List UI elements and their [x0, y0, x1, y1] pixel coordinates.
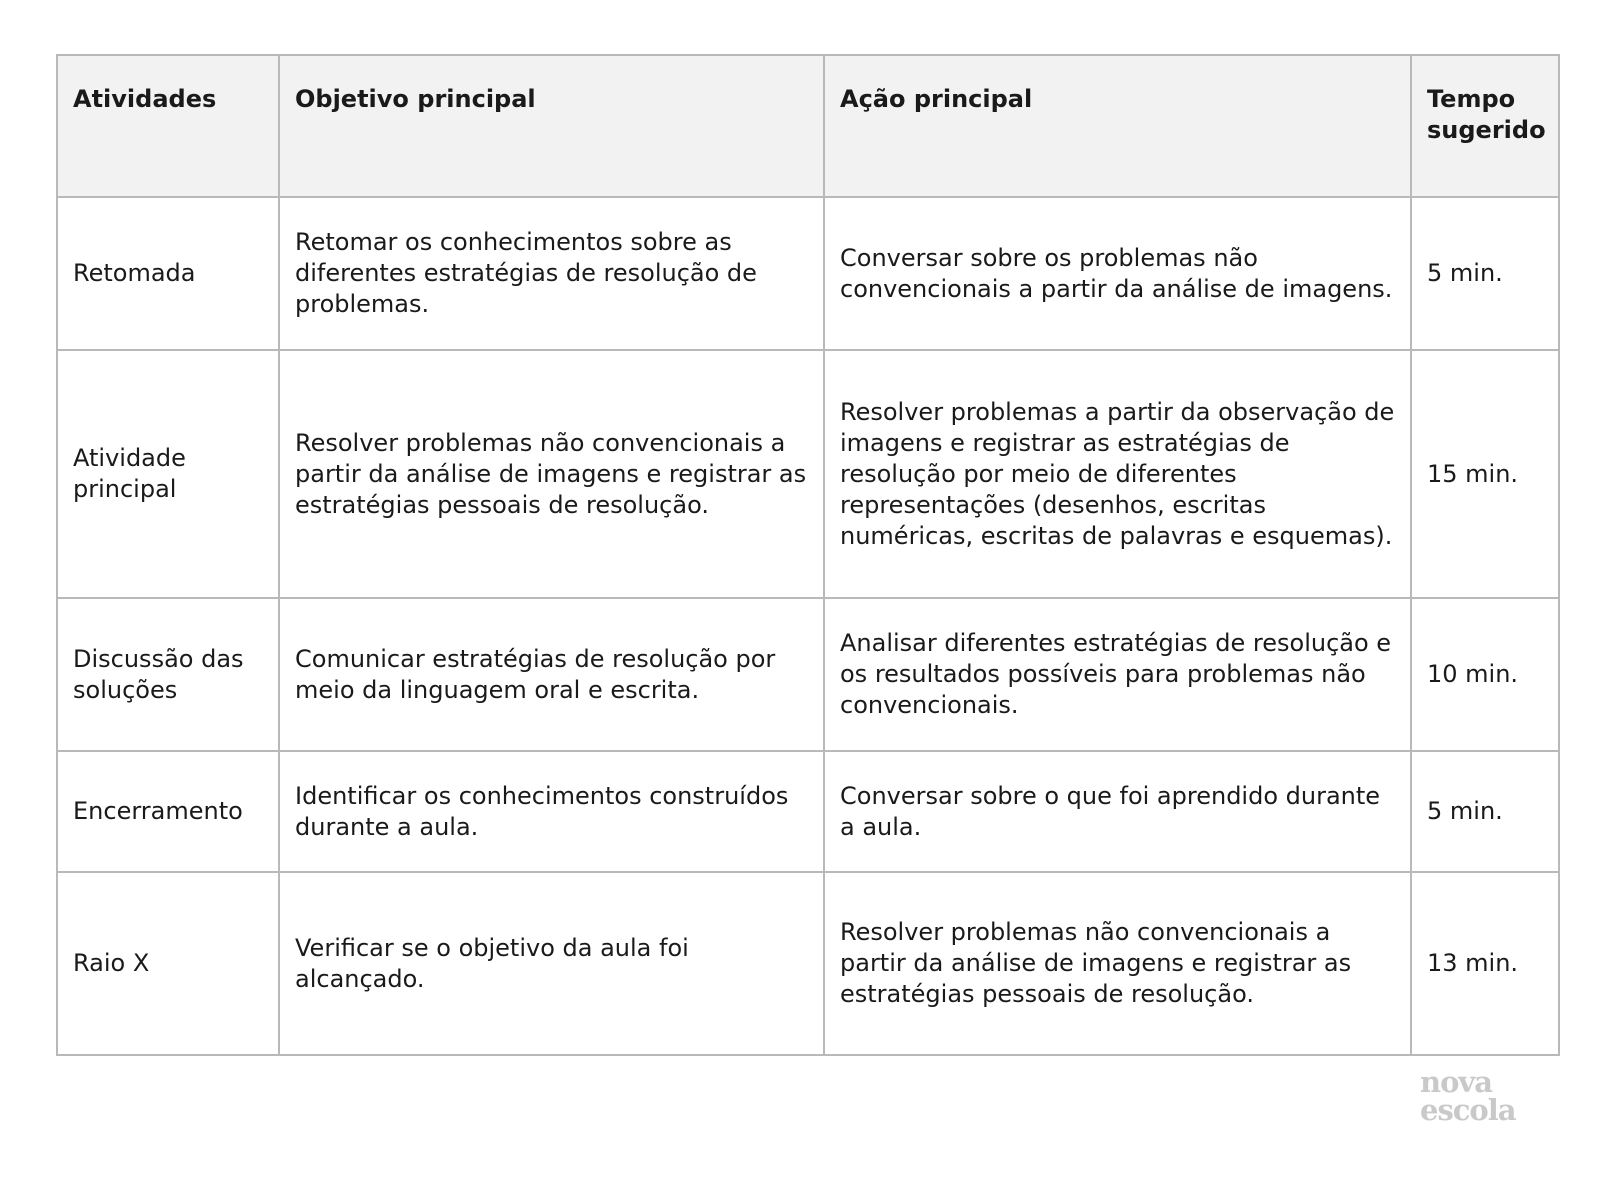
header-tempo-sugerido: Tempo sugerido	[1411, 55, 1559, 197]
table-row	[57, 350, 1559, 598]
nova-escola-logo	[1420, 1065, 1540, 1127]
lesson-plan-table	[56, 54, 1560, 1056]
header-acao-principal: Ação principal	[824, 55, 1411, 197]
cell-tempo: 5 min.	[1411, 197, 1559, 350]
cell-atividade: Retomada	[57, 197, 279, 350]
cell-atividade: Raio X	[57, 872, 279, 1055]
cell-atividade: Atividade principal	[57, 350, 279, 598]
cell-objetivo: Identificar os conhecimentos construídos durante a aula.	[279, 751, 824, 872]
table-header-row	[57, 55, 1559, 197]
cell-tempo: 10 min.	[1411, 598, 1559, 751]
cell-tempo: 5 min.	[1411, 751, 1559, 872]
cell-atividade: Encerramento	[57, 751, 279, 872]
table-row	[57, 872, 1559, 1055]
cell-objetivo: Resolver problemas não convencionais a partir da análise de imagens e registrar as estratégias pessoais de resolução.	[279, 350, 824, 598]
table-row	[57, 751, 1559, 872]
logo-line-nova: nova	[1420, 1065, 1493, 1099]
header-atividades: Atividades	[57, 55, 279, 197]
cell-acao: Analisar diferentes estratégias de resolução e os resultados possíveis para problemas não convencionais.	[824, 598, 1411, 751]
cell-objetivo: Verificar se o objetivo da aula foi alcançado.	[279, 872, 824, 1055]
cell-tempo: 15 min.	[1411, 350, 1559, 598]
cell-acao: Conversar sobre o que foi aprendido durante a aula.	[824, 751, 1411, 872]
logo-line-escola: escola	[1420, 1093, 1516, 1127]
table-row	[57, 598, 1559, 751]
cell-acao: Conversar sobre os problemas não convencionais a partir da análise de imagens.	[824, 197, 1411, 350]
cell-acao: Resolver problemas não convencionais a partir da análise de imagens e registrar as estratégias pessoais de resolução.	[824, 872, 1411, 1055]
cell-atividade: Discussão das soluções	[57, 598, 279, 751]
header-objetivo-principal: Objetivo principal	[279, 55, 824, 197]
cell-objetivo: Comunicar estratégias de resolução por meio da linguagem oral e escrita.	[279, 598, 824, 751]
table-row	[57, 197, 1559, 350]
cell-acao: Resolver problemas a partir da observação de imagens e registrar as estratégias de resolução por meio de diferentes representações (desenhos, escritas numéricas, escritas de palavras e esquemas).	[824, 350, 1411, 598]
cell-objetivo: Retomar os conhecimentos sobre as diferentes estratégias de resolução de problemas.	[279, 197, 824, 350]
cell-tempo: 13 min.	[1411, 872, 1559, 1055]
